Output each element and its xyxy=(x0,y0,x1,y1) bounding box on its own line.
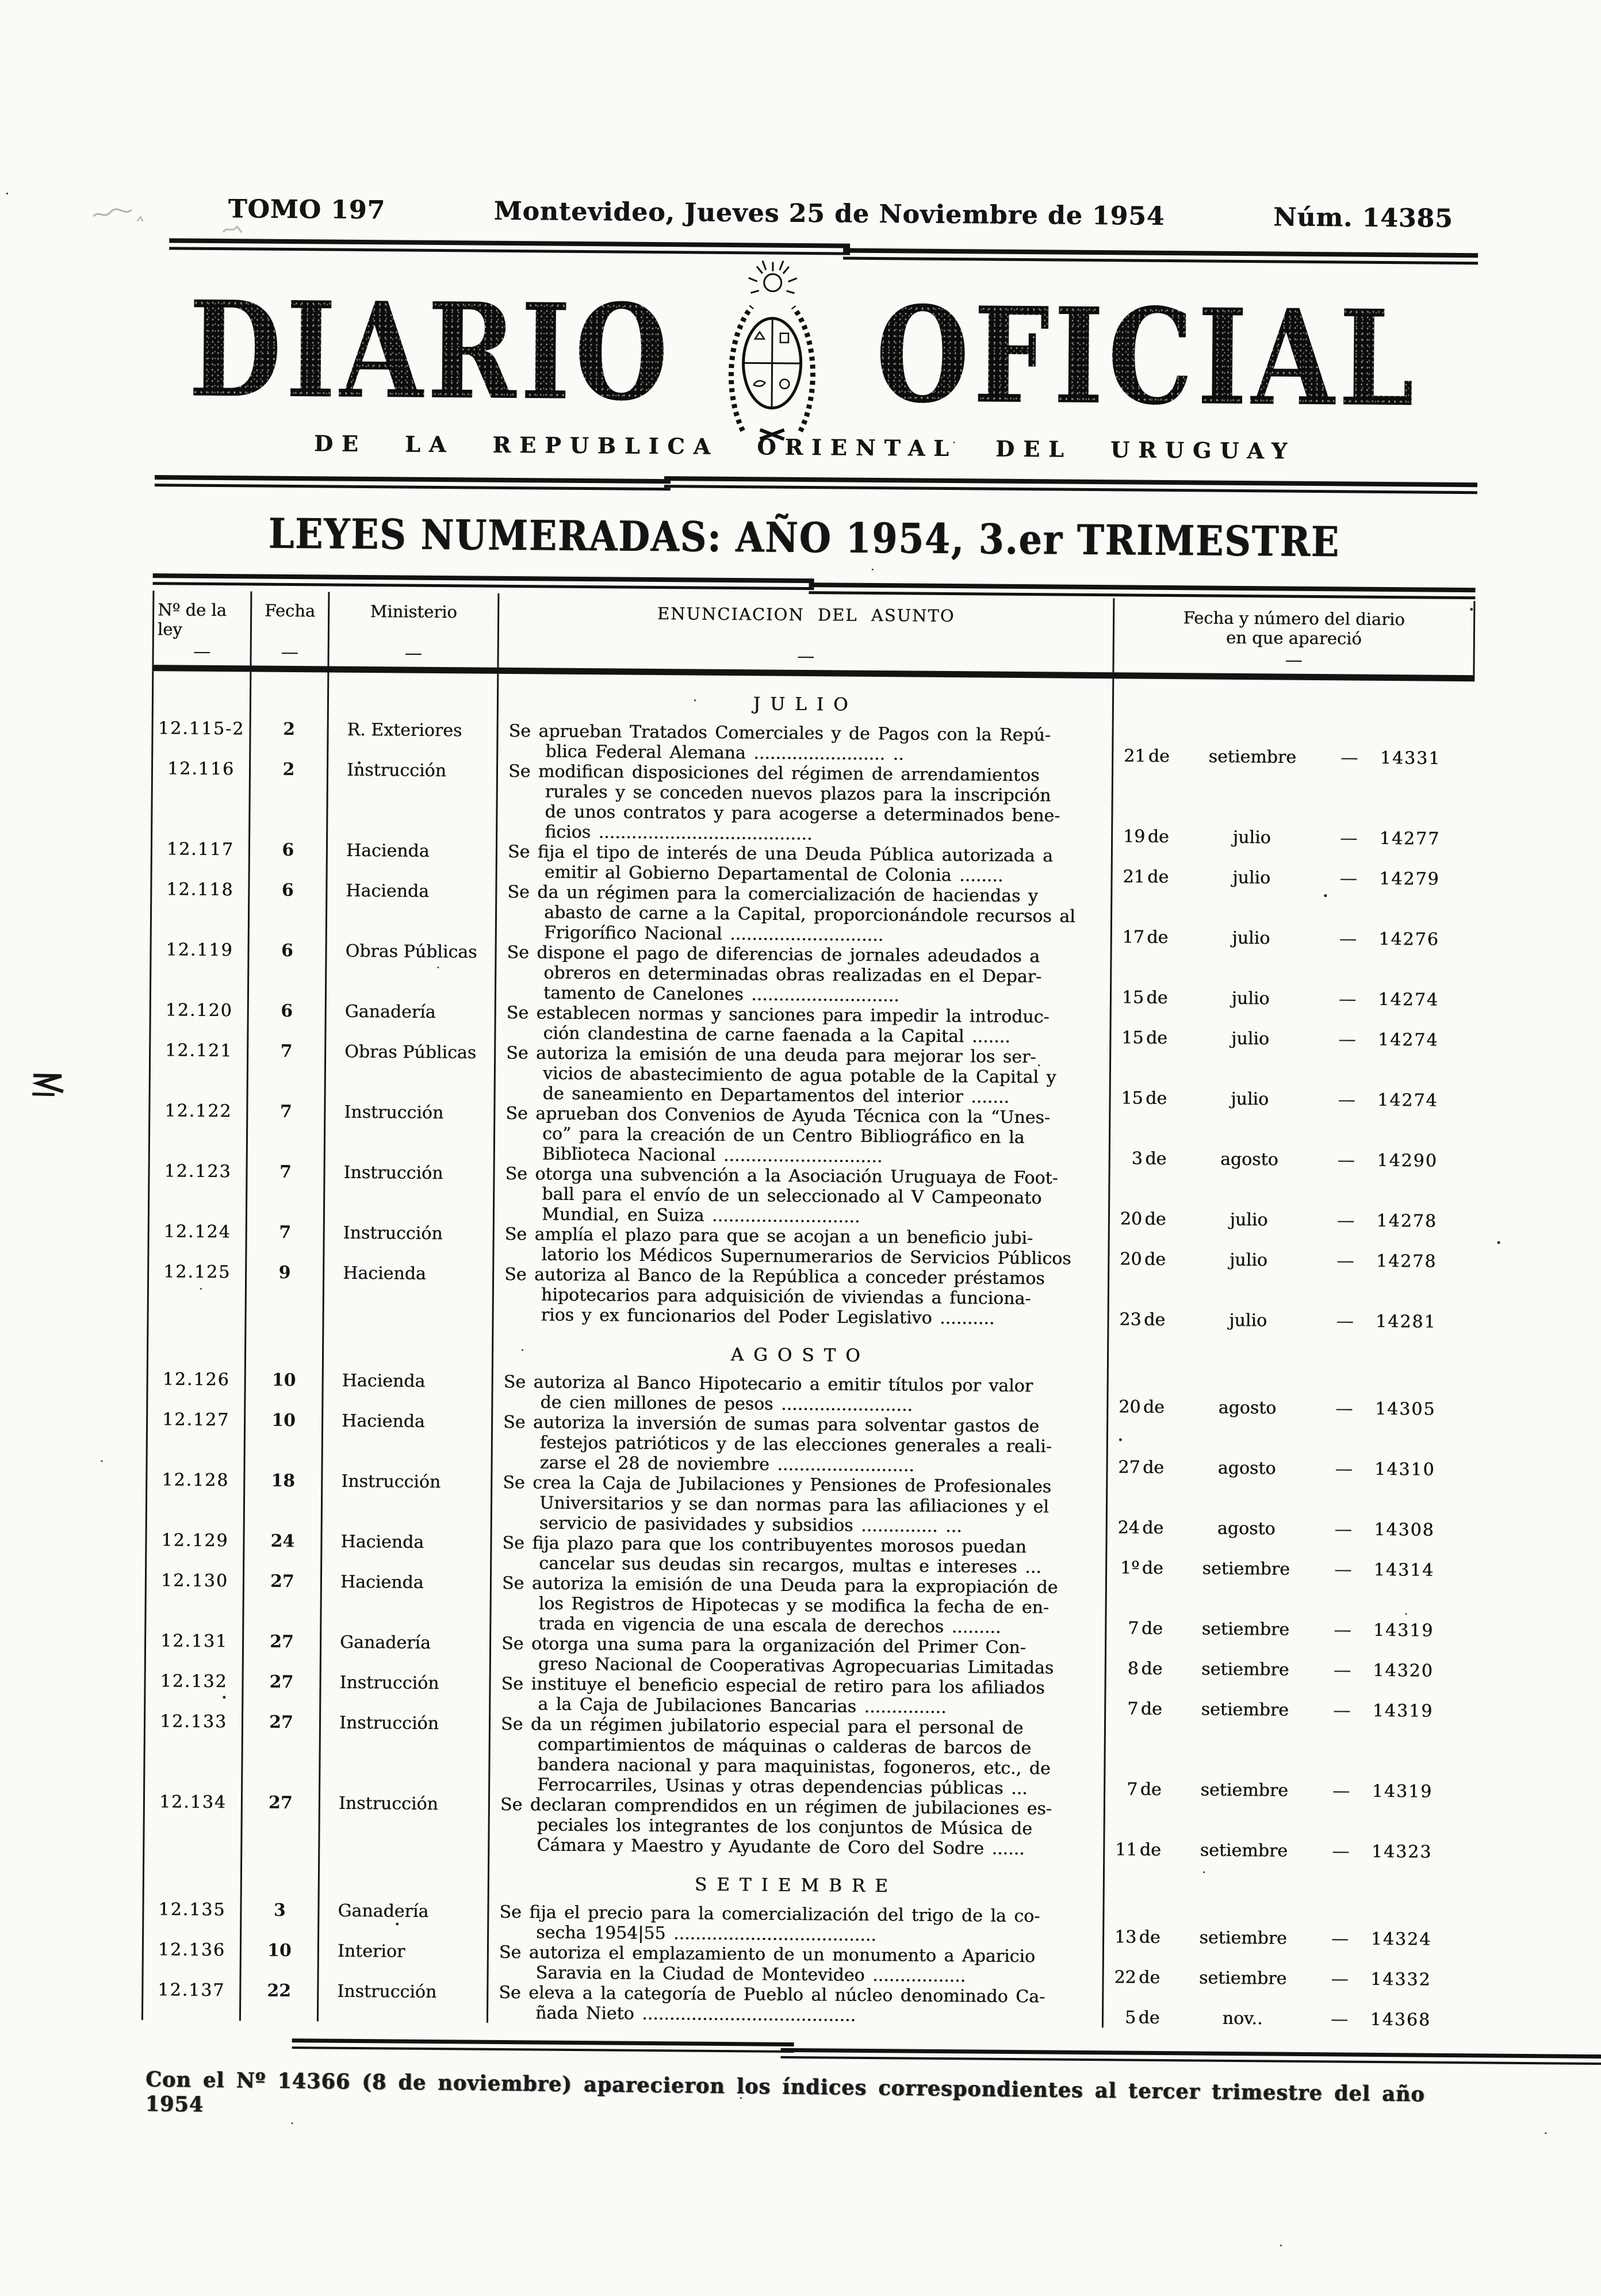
law-date: 22 xyxy=(239,1980,317,2021)
subject-cell xyxy=(487,1942,1102,1987)
appearance-month: setiembre xyxy=(1165,1699,1325,1720)
appearance-number: 14332 xyxy=(1356,1969,1431,1990)
appearance-number: 14314 xyxy=(1359,1560,1434,1581)
appearance-number: 14308 xyxy=(1360,1520,1435,1540)
appearance-day: 17 xyxy=(1112,927,1144,947)
appearance-cell xyxy=(1108,1229,1470,1272)
col-header-law-number: Nº de la ley — xyxy=(152,591,250,665)
appearance-month: setiembre xyxy=(1165,1659,1326,1680)
appearance-month: agosto xyxy=(1166,1458,1327,1479)
appearance-cell xyxy=(1109,1007,1472,1051)
appearance-month: setiembre xyxy=(1163,1927,1323,1949)
law-date: 6 xyxy=(248,880,326,941)
appearance-cell xyxy=(1109,1048,1472,1111)
appearance-month: agosto xyxy=(1166,1518,1327,1539)
law-date: 27 xyxy=(242,1672,320,1712)
month-label: AGOSTO xyxy=(730,1344,870,1366)
ministry: Hacienda xyxy=(326,841,496,882)
appearance-cell xyxy=(1102,1987,1465,2030)
law-number: 12.137 xyxy=(141,1980,240,2021)
law-table xyxy=(141,573,1476,2061)
section-title: LEYES NUMERADAS: AÑO 1954, 3.er TRIMESTRE xyxy=(3,507,1601,568)
appearance-dash: — xyxy=(1326,1660,1359,1680)
appearance-de: de xyxy=(1144,988,1170,1008)
appearance-de: de xyxy=(1136,1927,1163,1948)
law-date: 27 xyxy=(240,1792,319,1853)
appearance-de: de xyxy=(1136,2008,1162,2028)
appearance-month: setiembre xyxy=(1172,746,1332,768)
law-date: 3 xyxy=(240,1900,318,1941)
appearance-cell xyxy=(1104,1719,1466,1802)
ministry: Instrucción xyxy=(317,1981,487,2022)
subject-text: Se fija el precio para la comercialización del trigo de la co- secha 1954|55 ..................................... xyxy=(499,1902,1100,1947)
subject-text: Se aprueban Tratados Comerciales y de Pagos con la Repú- blica Federal Alemana ........................ .. xyxy=(508,721,1109,766)
ministry: Instrucción xyxy=(318,1793,488,1854)
appearance-month: setiembre xyxy=(1166,1558,1326,1580)
subject-cell xyxy=(491,1473,1106,1538)
appearance-cell xyxy=(1105,1638,1468,1681)
table-row xyxy=(150,879,1473,950)
appearance-de: de xyxy=(1140,1458,1166,1478)
ministry: Instrucción xyxy=(326,760,496,842)
law-date: 27 xyxy=(242,1571,320,1632)
subject-text: Se crea la Caja de Jubilaciones y Pensiones de Profesionales Universitarios y se dan normas para las afiliaciones y el servicio de pasividades y subsidios .............. ... xyxy=(503,1473,1103,1538)
appearance-de: de xyxy=(1137,1780,1164,1800)
appearance-cell xyxy=(1110,846,1473,890)
ministry: Hacienda xyxy=(321,1410,491,1472)
appearance-de: de xyxy=(1136,1968,1162,1988)
subject-text: Se amplía el plazo para que se acojan a un beneficio jubi- latorio los Médicos Supernumerarios de Servicios Públicos xyxy=(504,1224,1105,1269)
pencil-mark-icon xyxy=(91,204,154,227)
appearance-month: setiembre xyxy=(1164,1780,1324,1801)
appearance-number: 14278 xyxy=(1362,1211,1437,1232)
subject-text: Se instituye el beneficio especial de retiro para los afiliados a la Caja de Jubilaciones Bancarias ............... xyxy=(501,1674,1101,1719)
subject-cell xyxy=(496,721,1112,766)
appearance-de: de xyxy=(1145,827,1171,847)
appearance-cell xyxy=(1106,1417,1469,1480)
subject-text: Se autoriza la inversión de sumas para solventar gastos de festejos patrióticos y de las elecciones generales a reali- zarse el 28 de noviembre ......................... xyxy=(503,1412,1103,1477)
law-date: 7 xyxy=(246,1041,324,1102)
appearance-day: 8 xyxy=(1106,1658,1139,1678)
appearance-number: 14274 xyxy=(1364,990,1439,1010)
appearance-dash: — xyxy=(1330,1029,1363,1049)
subject-cell xyxy=(488,1795,1104,1860)
appearance-month: julio xyxy=(1169,1088,1330,1110)
month-label: SETIEMBRE xyxy=(695,1875,898,1897)
ministry: Hacienda xyxy=(325,881,496,942)
appearance-number: 14368 xyxy=(1356,2010,1431,2030)
subject-cell xyxy=(494,1003,1110,1048)
pencil-mark-icon xyxy=(220,220,246,237)
appearance-dash: — xyxy=(1324,1841,1357,1861)
subject-cell xyxy=(489,1573,1105,1638)
table-row xyxy=(145,1470,1469,1540)
law-number: 12.133 xyxy=(143,1711,242,1792)
subject-cell xyxy=(493,1164,1109,1229)
appearance-number: 14274 xyxy=(1363,1090,1438,1111)
appearance-day: 5 xyxy=(1104,2007,1136,2027)
law-number: 12.119 xyxy=(150,940,248,1001)
subject-text: Se da un régimen jubilatorio especial para el personal de compartimientos de máquinas o calderas de barcos de bandera nacional y para maquinistas, fogoneros, etc., de Ferrocarriles, Usinas y otras dependencias públicas ... xyxy=(500,1714,1101,1799)
table-row xyxy=(144,1570,1468,1641)
appearance-day: 21 xyxy=(1113,746,1146,766)
law-number: 12.136 xyxy=(141,1939,240,1980)
subject-cell xyxy=(489,1674,1105,1719)
appearance-de: de xyxy=(1146,746,1172,766)
subject-text: Se eleva a la categoría de Pueblo al núcleo denominado Ca- ñada Nieto ....................................... xyxy=(499,1983,1099,2027)
appearance-month: julio xyxy=(1171,827,1332,848)
appearance-de: de xyxy=(1140,1518,1166,1538)
appearance-dash: — xyxy=(1323,2009,1356,2029)
law-number: 12.118 xyxy=(150,879,248,940)
law-number: 12.125 xyxy=(147,1262,245,1323)
appearance-dash: — xyxy=(1332,828,1365,848)
appearance-dash: — xyxy=(1328,1311,1361,1331)
law-number: 12.135 xyxy=(142,1899,240,1940)
scanned-page xyxy=(0,193,1601,2296)
subtitle-rule xyxy=(155,472,1477,496)
appearance-month: julio xyxy=(1170,988,1331,1009)
appearance-dash: — xyxy=(1329,1210,1362,1231)
appearance-number: 14305 xyxy=(1361,1399,1435,1420)
appearance-month: julio xyxy=(1169,1209,1329,1231)
law-date: 6 xyxy=(247,940,325,1001)
subject-text: Se otorga una suma para la organización del Primer Con- greso Nacional de Cooperativas Agropecuarias Limitadas xyxy=(501,1634,1102,1678)
appearance-de: de xyxy=(1143,1088,1169,1109)
appearance-month: agosto xyxy=(1169,1149,1330,1170)
appearance-cell xyxy=(1102,1947,1465,1990)
appearance-de: de xyxy=(1138,1699,1165,1719)
appearance-number: 14277 xyxy=(1365,829,1440,849)
appearance-cell xyxy=(1108,1168,1471,1232)
table-header-row xyxy=(152,591,1475,681)
masthead-strip xyxy=(228,194,1453,233)
law-date: 27 xyxy=(242,1631,320,1672)
appearance-number: 14319 xyxy=(1359,1620,1434,1641)
issue-number: Núm. 14385 xyxy=(1273,202,1453,233)
title-word-left: DIARIO xyxy=(189,283,673,419)
table-row xyxy=(151,758,1474,849)
appearance-cell xyxy=(1109,1108,1472,1171)
header-dash: — xyxy=(1285,650,1302,670)
law-date: 10 xyxy=(243,1410,321,1471)
month-label: JULIO xyxy=(753,693,857,715)
appearance-day: 23 xyxy=(1109,1309,1141,1329)
appearance-number: 14331 xyxy=(1366,748,1441,769)
appearance-day: 7 xyxy=(1106,1699,1138,1719)
appearance-month: julio xyxy=(1171,867,1331,888)
law-date: 7 xyxy=(246,1162,324,1222)
table-row xyxy=(150,940,1473,1010)
ministry: Instrucción xyxy=(319,1672,489,1714)
subject-cell xyxy=(487,1902,1103,1947)
volume-label: TOMO 197 xyxy=(228,194,385,225)
appearance-dash: — xyxy=(1331,868,1365,888)
ministry: Instrucción xyxy=(323,1162,493,1224)
appearance-day: 19 xyxy=(1113,826,1145,846)
subject-text: Se da un régimen para la comercialización de haciendas y abasto de carne a la Capital, proporcionándole recursos al Frigorífico Nacional ............................ xyxy=(507,882,1108,947)
col-header-ministry: Ministerio — xyxy=(327,592,497,668)
law-number: 12.127 xyxy=(145,1409,244,1470)
appearance-cell xyxy=(1103,1799,1466,1862)
appearance-month: nov.. xyxy=(1162,2008,1323,2029)
law-number: 12.134 xyxy=(143,1792,241,1853)
law-number: 12.129 xyxy=(145,1530,243,1571)
ministry: Obras Públicas xyxy=(324,1042,494,1103)
ministry: Instrucción xyxy=(324,1102,494,1163)
appearance-dash: — xyxy=(1326,1620,1359,1640)
ministry: Ganadería xyxy=(320,1632,490,1673)
appearance-number: 14276 xyxy=(1365,929,1439,950)
appearance-month: julio xyxy=(1167,1310,1328,1331)
appearance-day: 15 xyxy=(1111,1028,1143,1048)
subject-text: Se fija el tipo de interés de una Deuda Pública autorizada a emitir al Gobierno Departamental de Colonia ........ xyxy=(508,842,1108,887)
law-number: 12.131 xyxy=(144,1631,243,1672)
subject-cell xyxy=(492,1224,1108,1269)
appearance-cell xyxy=(1112,726,1474,769)
table-row xyxy=(147,1262,1470,1332)
appearance-dash: — xyxy=(1325,1700,1358,1720)
subject-text: Se autoriza el emplazamiento de un monumento a Aparicio Saravia en la Ciudad de Montevideo ................. xyxy=(499,1942,1099,1987)
subject-text: Se autoriza la emisión de una Deuda para la expropiación de los Registros de Hipotecas y se modifica la fecha de en- trada en vigencia de una escala de derechos ......... xyxy=(501,1573,1102,1638)
subject-cell xyxy=(490,1533,1106,1578)
ministry: Hacienda xyxy=(320,1571,490,1633)
table-row xyxy=(149,1040,1472,1111)
law-date: 6 xyxy=(248,840,327,880)
col-header-appearance: Fecha y número del diario en que apareció — xyxy=(1112,598,1475,675)
appearance-de: de xyxy=(1144,927,1171,948)
header-dash: — xyxy=(281,642,298,662)
appearance-number: 14320 xyxy=(1359,1661,1434,1681)
ministry: Instrucción xyxy=(323,1222,493,1264)
subject-cell xyxy=(493,1043,1109,1108)
ministry: Instrucción xyxy=(321,1471,491,1532)
appearance-number: 14310 xyxy=(1360,1459,1435,1480)
law-table-body xyxy=(141,671,1474,2030)
appearance-dash: — xyxy=(1323,1969,1356,1989)
ministry: Interior xyxy=(317,1941,487,1982)
appearance-dash: — xyxy=(1332,748,1366,768)
law-date: 2 xyxy=(248,759,327,840)
margin-scribble-icon xyxy=(26,1068,72,1107)
appearance-day: 20 xyxy=(1109,1249,1142,1269)
appearance-de: de xyxy=(1142,1249,1168,1270)
law-number: 12.124 xyxy=(147,1221,246,1262)
masthead-date: Montevideo, Jueves 25 de Noviembre de 1954 xyxy=(494,197,1165,231)
appearance-number: 14324 xyxy=(1357,1929,1431,1950)
ministry: Obras Públicas xyxy=(325,941,495,1003)
law-date: 7 xyxy=(246,1101,324,1162)
appearance-de: de xyxy=(1137,1840,1163,1860)
law-number: 12.128 xyxy=(145,1470,244,1531)
appearance-number: 14290 xyxy=(1363,1151,1438,1171)
appearance-number: 14319 xyxy=(1358,1701,1433,1722)
subject-cell xyxy=(496,842,1112,887)
table-row xyxy=(148,1101,1472,1171)
subject-text: Se otorga una subvención a la Asociación Uruguaya de Foot- ball para el envío de un seleccionado al V Campeonato Mundial, en Suiza ........................... xyxy=(505,1164,1105,1229)
appearance-dash: — xyxy=(1327,1519,1360,1539)
appearance-dash: — xyxy=(1330,1090,1363,1110)
table-row xyxy=(145,1409,1469,1480)
appearance-de: de xyxy=(1142,1209,1169,1229)
appearance-cell xyxy=(1111,766,1474,849)
col-header-subject: ENUNCIACION DEL ASUNTO — xyxy=(497,593,1113,672)
law-number: 12.126 xyxy=(146,1369,244,1410)
appearance-cell xyxy=(1105,1538,1468,1581)
subject-text: Se autoriza la emisión de una deuda para mejorar los ser- vicios de abastecimiento de agua potable de la Capital y de saneamiento en Departamentos del interior ....... xyxy=(505,1043,1106,1108)
subject-text: Se autoriza al Banco Hipotecario a emitir títulos por valor de cien millones de pesos ........................ xyxy=(503,1372,1104,1417)
header-dash: — xyxy=(797,646,814,666)
appearance-day: 11 xyxy=(1105,1839,1137,1860)
appearance-month: julio xyxy=(1168,1249,1328,1271)
header-dash: — xyxy=(404,643,422,664)
appearance-dash: — xyxy=(1327,1459,1360,1479)
appearance-number: 14319 xyxy=(1358,1781,1433,1802)
appearance-month: setiembre xyxy=(1165,1619,1326,1640)
appearance-number: 14281 xyxy=(1361,1312,1436,1332)
appearance-dash: — xyxy=(1327,1398,1361,1419)
appearance-de: de xyxy=(1140,1397,1167,1417)
appearance-day: 15 xyxy=(1110,1088,1143,1108)
table-row xyxy=(148,1161,1471,1232)
subject-cell xyxy=(491,1372,1107,1417)
appearance-day: 20 xyxy=(1110,1209,1142,1229)
law-number: 12.123 xyxy=(148,1161,246,1222)
subject-cell xyxy=(491,1412,1106,1477)
law-number: 12.116 xyxy=(151,758,249,840)
table-row xyxy=(143,1711,1466,1802)
law-date: 18 xyxy=(243,1470,321,1531)
appearance-day: 27 xyxy=(1108,1457,1140,1477)
ministry: Ganadería xyxy=(324,1002,495,1043)
newspaper-title xyxy=(4,253,1601,455)
subject-text: Se modifican disposiciones del régimen de arrendamientos rurales y se conceden nuevos plazos para la inscripción de unos contratos y para acogerse a determinados bene- ficios ....................................... xyxy=(508,761,1108,846)
appearance-cell xyxy=(1104,1678,1467,1722)
appearance-cell xyxy=(1110,887,1473,950)
law-date: 2 xyxy=(249,719,327,760)
subject-cell xyxy=(493,1103,1109,1168)
appearance-cell xyxy=(1105,1578,1468,1641)
appearance-number: 14323 xyxy=(1357,1842,1432,1862)
appearance-dash: — xyxy=(1330,1150,1363,1170)
law-date: 27 xyxy=(241,1712,319,1793)
appearance-dash: — xyxy=(1331,989,1364,1009)
ministry: Instrucción xyxy=(319,1712,489,1794)
appearance-cell xyxy=(1110,947,1473,1010)
law-date: 24 xyxy=(243,1531,321,1571)
table-bottom-rule xyxy=(292,2038,1601,2063)
col-header-date: Fecha — xyxy=(250,591,328,666)
appearance-dash: — xyxy=(1323,1929,1357,1949)
law-date: 10 xyxy=(244,1370,322,1410)
appearance-month: setiembre xyxy=(1162,1968,1323,1989)
appearance-month: setiembre xyxy=(1163,1840,1324,1861)
appearance-day: 22 xyxy=(1104,1967,1136,1987)
appearance-dash: — xyxy=(1328,1251,1362,1271)
appearance-month: julio xyxy=(1171,927,1331,949)
appearance-number: 14279 xyxy=(1365,869,1439,890)
ministry: Ganadería xyxy=(317,1900,488,1942)
subject-cell xyxy=(487,1983,1102,2027)
subject-text: Se dispone el pago de diferencias de jornales adeudados a obreros en determinadas obras realizadas en el Depar- tamento de Canelones ........................... xyxy=(507,942,1107,1007)
appearance-month: julio xyxy=(1170,1028,1330,1049)
appearance-day: 21 xyxy=(1112,867,1144,887)
appearance-dash: — xyxy=(1326,1559,1359,1580)
appearance-day: 3 xyxy=(1110,1148,1143,1168)
newspaper-subtitle: DE LA REPUBLICA ORIENTAL DEL URUGUAY xyxy=(4,428,1601,466)
ministry: R. Exteriores xyxy=(327,720,497,761)
law-number: 12.122 xyxy=(148,1101,247,1162)
appearance-number: 14274 xyxy=(1363,1030,1438,1051)
ministry: Hacienda xyxy=(320,1531,491,1573)
table-row xyxy=(143,1792,1466,1862)
law-date: 7 xyxy=(245,1222,323,1263)
scan-speckles xyxy=(6,193,8,194)
appearance-day: 13 xyxy=(1104,1927,1136,1947)
footer-note: Con el Nº 14366 (8 de noviembre) aparecieron los índices correspondientes al tercer trimestre del año 1954 xyxy=(145,2067,1462,2132)
subject-text: Se declaran comprendidos en un régimen de jubilaciones es- peciales los integrantes de los conjuntos de Música de Cámara y Maestro y Ayudante de Coro del Sodre ...... xyxy=(500,1795,1100,1860)
subject-cell xyxy=(488,1714,1104,1799)
law-number: 12.120 xyxy=(149,1000,247,1041)
subject-text: Se establecen normas y sanciones para impedir la introduc- ción clandestina de carne faenada a la Capital ....... xyxy=(506,1003,1106,1048)
appearance-de: de xyxy=(1139,1659,1165,1679)
subject-text: Se fija plazo para que los contribuyentes morosos puedan cancelar sus deudas sin recargos, multas e intereses ... xyxy=(502,1533,1102,1578)
appearance-de: de xyxy=(1141,1310,1167,1330)
coat-of-arms-icon xyxy=(719,257,825,447)
law-date: 10 xyxy=(239,1940,317,1981)
ministry: Hacienda xyxy=(321,1370,492,1412)
appearance-de: de xyxy=(1139,1558,1166,1578)
appearance-de: de xyxy=(1143,1028,1170,1048)
subject-cell xyxy=(489,1634,1105,1678)
appearance-day: 7 xyxy=(1106,1618,1139,1638)
appearance-day: 20 xyxy=(1108,1397,1140,1417)
law-number: 12.115-2 xyxy=(151,718,250,759)
subject-text: Se aprueban dos Convenios de Ayuda Técnica con la “Unes- co” para la creación de un Centro Bibliográfico en la Biblioteca Nacional ............................. xyxy=(505,1103,1106,1168)
appearance-number: 14278 xyxy=(1362,1251,1437,1272)
subject-cell xyxy=(496,761,1112,846)
law-date: 6 xyxy=(247,1001,325,1041)
appearance-dash: — xyxy=(1324,1781,1358,1801)
appearance-day: 24 xyxy=(1108,1517,1140,1538)
law-number: 12.121 xyxy=(149,1040,247,1101)
header-dash: — xyxy=(193,642,210,662)
appearance-cell xyxy=(1102,1907,1465,1950)
appearance-de: de xyxy=(1144,867,1171,887)
appearance-de: de xyxy=(1143,1149,1169,1169)
law-number: 12.117 xyxy=(151,839,249,880)
subject-cell xyxy=(495,942,1110,1007)
appearance-cell xyxy=(1106,1377,1469,1420)
appearance-cell xyxy=(1107,1269,1470,1332)
ministry: Hacienda xyxy=(322,1263,492,1324)
law-number: 12.132 xyxy=(144,1671,242,1712)
appearance-day: 15 xyxy=(1112,987,1144,1007)
law-date: 9 xyxy=(244,1262,323,1323)
appearance-cell xyxy=(1106,1477,1469,1540)
appearance-dash: — xyxy=(1331,929,1365,949)
title-word-right: OFICIAL xyxy=(875,289,1419,425)
appearance-de: de xyxy=(1139,1619,1165,1639)
subject-text: Se autoriza al Banco de la República a conceder préstamos hipotecarios para adquisición de viviendas a funciona- rios y ex funcionarios del Poder Legislativo .......... xyxy=(504,1264,1104,1329)
subject-cell xyxy=(492,1264,1108,1329)
appearance-month: agosto xyxy=(1167,1397,1327,1419)
law-number: 12.130 xyxy=(144,1570,243,1631)
appearance-day: 1º xyxy=(1107,1558,1139,1578)
appearance-day: 7 xyxy=(1105,1779,1137,1799)
subject-cell xyxy=(495,882,1111,947)
